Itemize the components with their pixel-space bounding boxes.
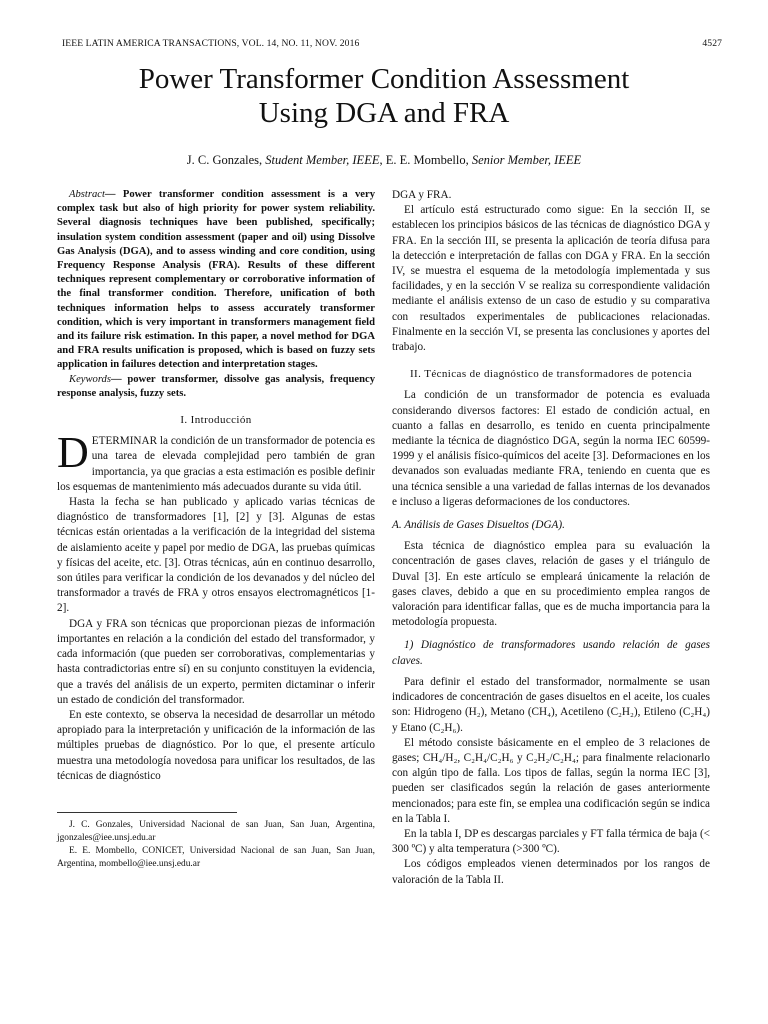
subsection-a-paragraph-1: Esta técnica de diagnóstico emplea para su evaluación la concentración de gases claves, relación de gases y el triángulo de Duval [3]. En este artículo se empleará únicamente la relación de gases claves, debido a que en su procedimiento emplea rangos de valoración para identificar fallas, que es de mucha importancia para la metodología propuesta. xyxy=(392,540,710,629)
keywords xyxy=(57,373,375,401)
drop-cap: D xyxy=(57,428,89,478)
footnote-1: J. C. Gonzales, Universidad Nacional de san Juan, San Juan, Argentina, jgonzales@iee.unsj.edu.ar xyxy=(57,819,375,843)
left-column xyxy=(57,188,375,871)
journal-info: IEEE LATIN AMERICA TRANSACTIONS, VOL. 14, NO. 11, NOV. 2016 xyxy=(62,38,360,49)
title-line-2: Using DGA and FRA xyxy=(258,97,510,129)
keywords-dash: — xyxy=(110,373,128,385)
subsection-a-heading: A. Análisis de Gases Disueltos (DGA). xyxy=(392,519,565,532)
intro-paragraph-3: DGA y FRA son técnicas que proporcionan piezas de información importantes en relación a la condición del estado del transformador, y cada información (que pueden ser corroborativas, complementarias y hasta contradictorias entre sí) en su conjunto constituyen la evidencia, que a través del análisis de un experto, permiten dictaminar o inferir un estado de condición del transformador. xyxy=(57,617,375,706)
paper-title xyxy=(0,62,768,130)
subsection-1-heading: 1) Diagnóstico de transformadores usando relación de gases claves. xyxy=(392,639,710,667)
running-header xyxy=(62,38,722,49)
subsection-1-paragraph-3: En la tabla I, DP es descargas parciales y FT falla térmica de baja (< 300 ºC) y alta temperatura (>300 ºC). xyxy=(392,827,710,856)
abstract-dash: — xyxy=(104,189,123,200)
subsection-1-paragraph-1: Para definir el estado del transformador, normalmente se usan indicadores de concentración de gases disueltos en el aceite, los cuales son: Hidrogeno (H₂), Metano (CH₄), Acetileno (C₂H₂), Etileno (C₂H₄) y Etano (C₂H₆). xyxy=(392,675,710,734)
intro-paragraph-1 xyxy=(57,428,375,495)
title-line-1: Power Transformer Condition Assessment xyxy=(138,63,630,95)
section-1-heading: I. Introducción xyxy=(180,414,252,427)
footnote-2: E. E. Mombello, CONICET, Universidad Nacional de san Juan, San Juan, Argentina, mombello@iee.unsj.edu.ar xyxy=(57,845,375,869)
keywords-text: power transformer, dissolve gas analysis, frequency response analysis, fuzzy sets. xyxy=(57,373,375,399)
page-number: 4527 xyxy=(702,38,722,49)
author-2-role: Senior Member, IEEE xyxy=(471,153,582,167)
subsection-1-paragraph-4: Los códigos empleados vienen determinados por los rangos de valoración de la Tabla II. xyxy=(392,858,710,886)
keywords-label: Keywords xyxy=(69,373,111,385)
author-separator: , E. E. Mombello, xyxy=(379,153,472,167)
continued-text: DGA y FRA. xyxy=(392,189,452,201)
abstract-label: Abstract xyxy=(69,189,105,200)
author-1-role: Student Member, IEEE xyxy=(265,153,380,167)
author-list xyxy=(0,153,768,168)
intro-paragraph-2: Hasta la fecha se han publicado y aplicado varias técnicas de diagnóstico de transformadores [1], [2] y [3]. Algunas de estas técnicas están orientadas a la verificación de la integridad del sistema de aislamiento aceite y papel por medio de DGA, las pruebas químicas y físicas del aceite, etc. [3]. Otras técnicas, aún en continuo desarrollo, son útiles para verificar la condición de los devanados y del núcleo del transformador a través de FRA y otros ensayos electromagnéticos [1-2]. xyxy=(57,496,375,615)
intro-p1-text: ETERMINAR la condición de un transformador de potencia es una tarea de elevada complejidad pero también de gran importancia, ya que gracias a esta estimación es posible definir los esquemas de mantenimiento más adecuados durante su vida útil. xyxy=(57,435,375,493)
subsection-1-paragraph-2: El método consiste básicamente en el empleo de 3 relaciones de gases; CH₄/H₂, C₂H₄/C₂H₆ y C₂H₂/C₂H₄; para finalmente relacionarlo con algún tipo de falla. Los tipos de fallas, según la norma IEC [3], pueden ser clasificados según la relación de gases anteriormente mencionados; para este fin, se emplea una codificación según se indica en la Tabla I. xyxy=(392,736,710,825)
abstract xyxy=(57,188,375,373)
author-1-name: J. C. Gonzales, xyxy=(186,153,266,167)
section-2-paragraph-1: La condición de un transformador de potencia es evaluada considerando diversos factores: El estado de condición actual, en cuanto a fallas en desarrollo, es tenido en cuenta principalmente mediante la técnica de diagnóstico DGA, según la norma IEC 60599-1999 y el análisis físico-químicos del aceite [3]. Deformaciones en los devanados son evaluadas mediante FRA, teniendo en cuenta que es una técnica sensible a una variedad de fallas internas de los devanados e incluso a ligeras deformaciones de los conductores. xyxy=(392,389,710,508)
intro-paragraph-4: En este contexto, se observa la necesidad de desarrollar un método apropiado para la interpretación y unificación de la información de las múltiples pruebas de diagnóstico. Por lo que, el presente artículo muestra una metodología novedosa para unificar los resultados, de las técnicas de diagnóstico xyxy=(57,708,375,782)
structure-paragraph: El artículo está estructurado como sigue: En la sección II, se establecen los principios básicos de las técnicas de diagnóstico DGA y FRA. En la sección III, se presenta la aplicación de teoría difusa para la detección e interpretación de fallas con DGA y FRA. En la sección IV, se muestra el esquema de la metodología implementada y sus facilidades, y en la sección V se realiza su correspondiente validación mediante el análisis extenso de un caso de estudio y su comparativa con resultados experimentales de publicaciones relacionadas. Finalmente en la sección VI, se presenta las conclusiones y aportes del trabajo. xyxy=(392,204,710,354)
section-2-heading: II. Técnicas de diagnóstico de transformadores de potencia xyxy=(409,368,692,381)
abstract-text: Power transformer condition assessment is a very complex task but also of high priority for power system reliability. Several diagnosis techniques have been published, specifically; insulation system condition assessment (paper and oil) using Dissolve Gas Analysis (DGA), and to assess winding and core condition, using Frequency Response Analysis (FRA). Results of these different techniques represent complementary or corroborative information of the final transformer condition. Therefore, unification of both techniques information helps to assess accurately transformer condition, which is very important in transformers management field and its failure risk estimation. In this paper, a novel method for DGA and FRA results unification is proposed, which is based on fuzzy sets application in failures detection and interpretation stages. xyxy=(57,189,375,371)
footnote-divider xyxy=(57,812,237,813)
right-column xyxy=(392,188,710,888)
